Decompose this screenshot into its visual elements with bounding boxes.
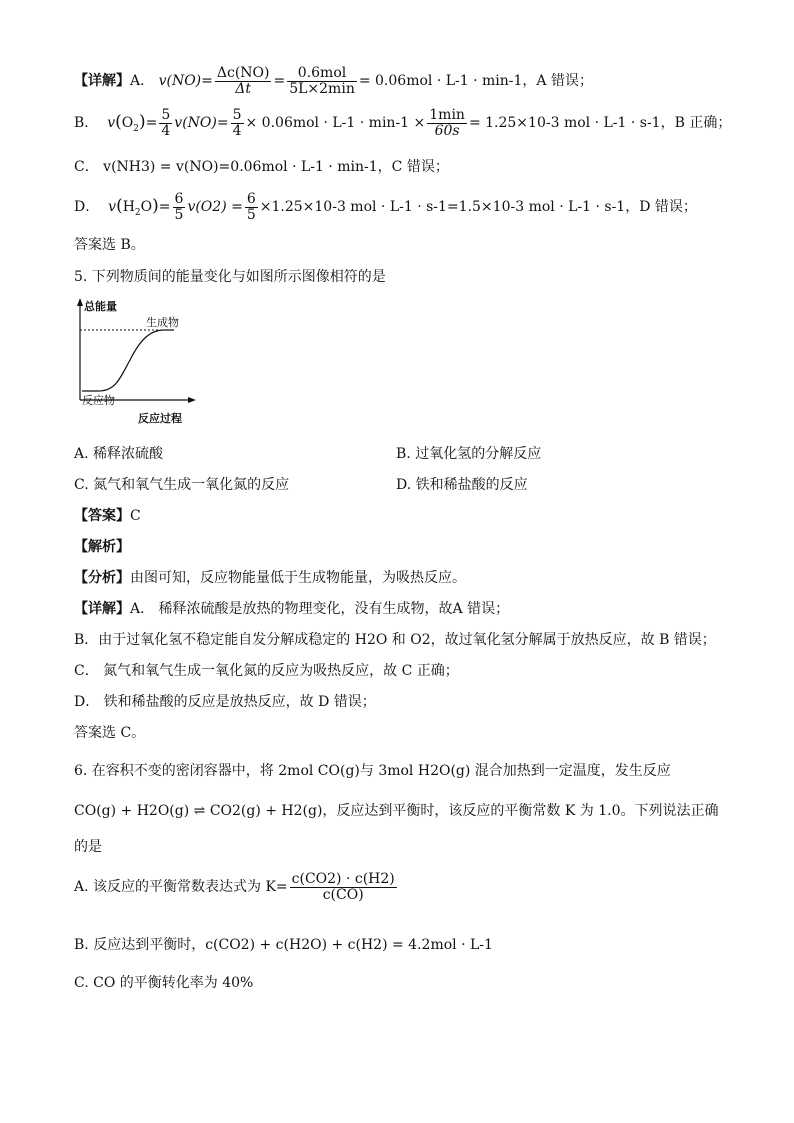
- q4-line-b: B． $v(O_2)=$ $\frac{5}{4}$ v(NO)= $\frac{5}{4}$ × 0.06mol · L-1 · min-1 × $\frac{1\min}{60s}$ = 1.25×10-3 mol · L-1 · s-1，B 正确；: [74, 107, 732, 139]
- denominator: 60s: [434, 122, 460, 139]
- numerator: 0.6mol: [287, 66, 357, 82]
- product-label: 生成物: [146, 316, 179, 329]
- q5-detail-b: B．由于过氧化氢不稳定能自发分解成稳定的 H2O 和 O2，故过氧化氢分解属于放热反应，故 B 错误；: [74, 632, 716, 648]
- q5-answer: [74, 505, 141, 525]
- q5-analysis-tag: 【解析】: [74, 539, 130, 555]
- fraction: [287, 66, 357, 96]
- q4-line-d: D． $v(H_2O)=$ $\frac{6}{5}$ v(O2) = $\frac{6}{5}$ ×1.25×10-3 mol · L-1 · s-1=1.5×10-3 mol · L-1 · s-1，D 错误；: [74, 191, 697, 223]
- q6-stem-3: 的是: [74, 839, 102, 855]
- q6-stem-1: 6. 在容积不变的密闭容器中，将 2mol CO(g)与 3mol H2O(g) 混合加热到一定温度，发生反应: [74, 763, 671, 779]
- denominator: 4: [161, 122, 171, 139]
- analysis-label: 【分析】: [74, 570, 130, 586]
- q5-option-d: D. 铁和稀盐酸的反应: [396, 477, 528, 493]
- analysis-text: 由图可知，反应物能量低于生成物能量，为吸热反应。: [130, 570, 466, 586]
- fraction: [245, 192, 258, 222]
- fraction: [427, 108, 467, 138]
- fraction: [159, 108, 172, 138]
- answer-tag: 【答案】: [74, 508, 130, 524]
- numerator: 5: [161, 107, 171, 123]
- denominator: 5: [174, 206, 184, 223]
- fraction: [290, 872, 397, 902]
- answer-value: C: [130, 508, 141, 524]
- rate-symbol: v(O2) =: [187, 199, 243, 216]
- numerator: 1min: [429, 107, 465, 123]
- result-text: ×1.25×10-3 mol · L-1 · s-1=1.5×10-3 mol · L-1 · s-1，D 错误；: [259, 199, 697, 216]
- result-text: = 1.25×10-3 mol · L-1 · s-1，B 正确；: [468, 115, 732, 132]
- result-text: = 0.06mol · L-1 · min-1，A 错误；: [358, 73, 593, 90]
- q5-conclusion: 答案选 C。: [74, 725, 146, 741]
- numerator: 5: [232, 107, 242, 123]
- q5-option-b: B. 过氧化氢的分解反应: [396, 446, 542, 462]
- option-a-prefix: A. 该反应的平衡常数表达式为 K=: [74, 879, 288, 896]
- q6-option-c: C. CO 的平衡转化率为 40%: [74, 975, 254, 991]
- q5-detail-d: D． 铁和稀盐酸的反应是放热反应，故 D 错误；: [74, 694, 376, 710]
- q4-answer: 答案选 B。: [74, 237, 145, 253]
- mid-text: × 0.06mol · L-1 · min-1 ×: [245, 115, 426, 132]
- reactant-label: 反应物: [82, 394, 115, 407]
- q5-detail-a: [74, 598, 509, 618]
- numerator: 6: [246, 191, 256, 207]
- energy-diagram: [70, 296, 210, 432]
- q4-line-c: C． v(NH3) = v(NO)=0.06mol · L-1 · min-1，C 错误；: [74, 159, 449, 175]
- x-axis-arrow: [188, 397, 196, 403]
- energy-curve: [82, 330, 174, 391]
- numerator: Δc(NO): [216, 65, 270, 81]
- denominator: 5: [246, 206, 256, 223]
- fraction: [215, 66, 272, 96]
- q4-line-a: 【详解】A． v(NO)= $\frac{\Delta c(NO)}{\Delta t}$ = $\frac{\text{0.6mol}}{5L\times 2\min}$ = 0.06mol · L-1 · min-1，A 错误；: [74, 65, 593, 97]
- q6-option-a: [74, 872, 399, 902]
- q5-option-a: A. 稀释浓硫酸: [74, 446, 164, 462]
- denominator: Δt: [235, 80, 252, 97]
- q6-option-b: B. 反应达到平衡时，c(CO2) + c(H2O) + c(H2) = 4.2mol · L-1: [74, 937, 493, 953]
- numerator: 6: [174, 191, 184, 207]
- y-axis-label: 总能量: [84, 300, 117, 313]
- detail-tag: 【详解】: [74, 601, 130, 617]
- q5-detail-c: C． 氮气和氧气生成一氧化氮的反应为吸热反应，故 C 正确；: [74, 663, 459, 679]
- detail-text: A． 稀释浓硫酸是放热的物理变化，没有生成物，故A 错误；: [130, 601, 510, 617]
- option-prefix: A．: [130, 73, 155, 90]
- option-prefix: D．: [74, 199, 100, 216]
- fraction: [231, 108, 244, 138]
- denominator: c(CO): [322, 886, 364, 903]
- x-axis-label: 反应过程: [138, 412, 182, 425]
- option-prefix: B．: [74, 115, 99, 132]
- fraction: [173, 192, 186, 222]
- denominator: 4: [232, 122, 242, 139]
- y-axis-arrow: [77, 298, 83, 306]
- q6-stem-2: CO(g) + H2O(g) ⇌ CO2(g) + H2(g)，反应达到平衡时，该反应的平衡常数 K 为 1.0。下列说法正确: [74, 803, 719, 819]
- denominator: 5L×2min: [289, 80, 355, 97]
- rate-symbol: v(NO): [158, 73, 202, 90]
- detail-tag: 【详解】: [74, 73, 130, 90]
- numerator: c(CO2) · c(H2): [291, 871, 395, 887]
- q5-option-c: C. 氮气和氧气生成一氧化氮的反应: [74, 477, 290, 493]
- q5-stem: 5. 下列物质间的能量变化与如图所示图像相符的是: [74, 269, 386, 285]
- q5-analysis: [74, 567, 466, 587]
- rate-symbol: v(NO)=: [174, 115, 229, 132]
